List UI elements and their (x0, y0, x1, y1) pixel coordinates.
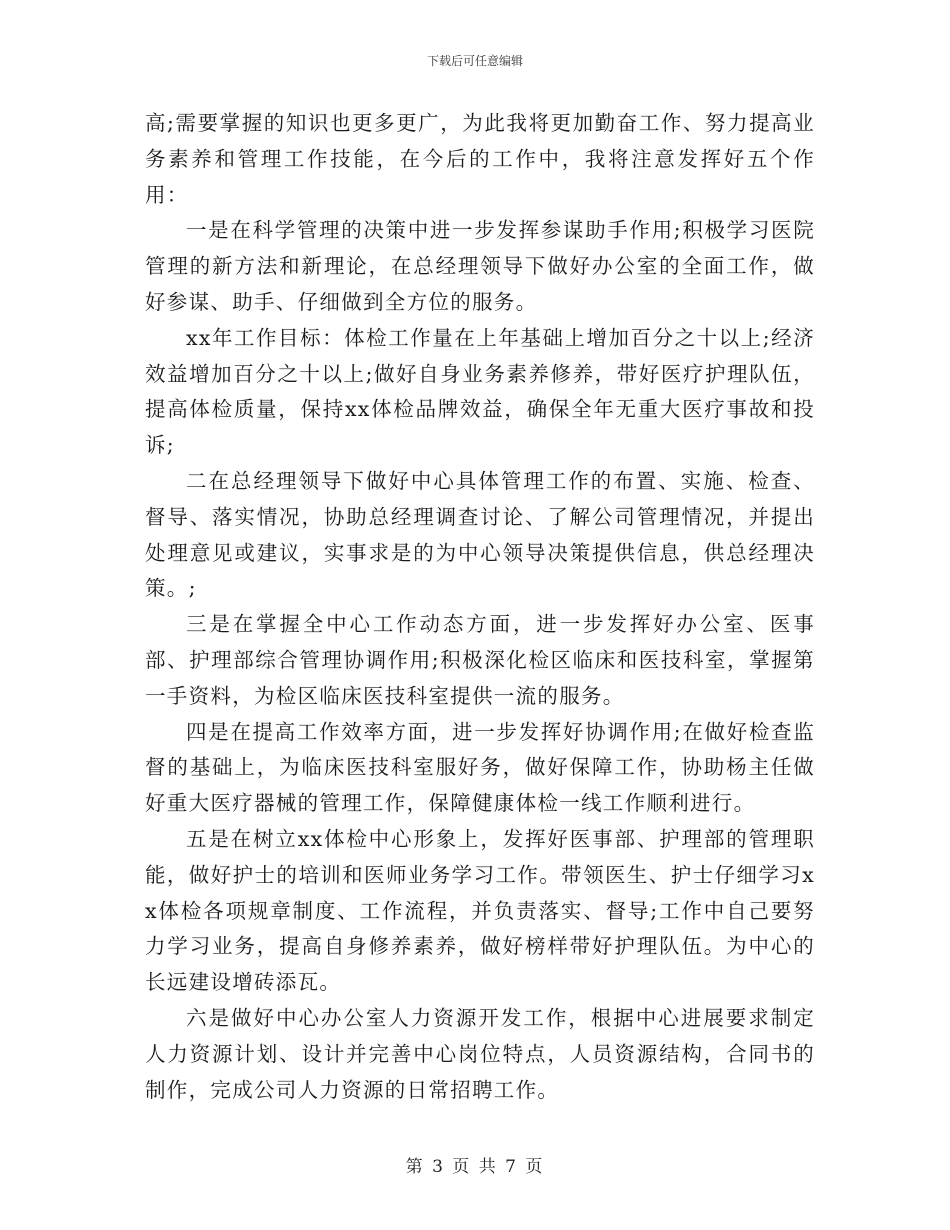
paragraph-role-five: 五是在树立xx体检中心形象上，发挥好医事部、护理部的管理职能，做好护士的培训和医师业务学习工作。带领医生、护士仔细学习xx体检各项规章制度、工作流程，并负责落实、督导;工作中自己要努力学习业务，提高自身修养素养，做好榜样带好护理队伍。为中心的长远建设增砖添瓦。 (145, 826, 815, 995)
page-header: 下载后可任意编辑 (426, 54, 523, 68)
page-number-footer: 第 3 页 共 7 页 (405, 1157, 545, 1177)
paragraph-role-one: 一是在科学管理的决策中进一步发挥参谋助手作用;积极学习医院管理的新方法和新理论，在总经理领导下做好办公室的全面工作，做好参谋、助手、仔细做到全方位的服务。 (145, 218, 815, 314)
paragraph-continuation: 高;需要掌握的知识也更多更广，为此我将更加勤奋工作、努力提高业务素养和管理工作技能，在今后的工作中，我将注意发挥好五个作用： (145, 111, 815, 207)
paragraph-role-four: 四是在提高工作效率方面，进一步发挥好协调作用;在做好检查监督的基础上，为临床医技科室服好务，做好保障工作，协助杨主任做好重大医疗器械的管理工作，保障健康体检一线工作顺利进行。 (145, 719, 815, 816)
document-body (145, 106, 815, 1108)
paragraph-role-two: 二在总经理领导下做好中心具体管理工作的布置、实施、检查、督导、落实情况，协助总经理调查讨论、了解公司管理情况，并提出处理意见或建议，实事求是的为中心领导决策提供信息，供总经理决策。; (145, 468, 815, 601)
paragraph-role-six: 六是做好中心办公室人力资源开发工作，根据中心进展要求制定人力资源计划、设计并完善中心岗位特点，人员资源结构，合同书的制作，完成公司人力资源的日常招聘工作。 (145, 1005, 815, 1102)
paragraph-annual-goals: xx年工作目标：体检工作量在上年基础上增加百分之十以上;经济效益增加百分之十以上;做好自身业务素养修养，带好医疗护理队伍，提高体检质量，保持xx体检品牌效益，确保全年无重大医疗事故和投诉; (145, 325, 815, 458)
paragraph-role-three: 三是在掌握全中心工作动态方面，进一步发挥好办公室、医事部、护理部综合管理协调作用;积极深化检区临床和医技科室，掌握第一手资料，为检区临床医技科室提供一流的服务。 (145, 612, 815, 708)
